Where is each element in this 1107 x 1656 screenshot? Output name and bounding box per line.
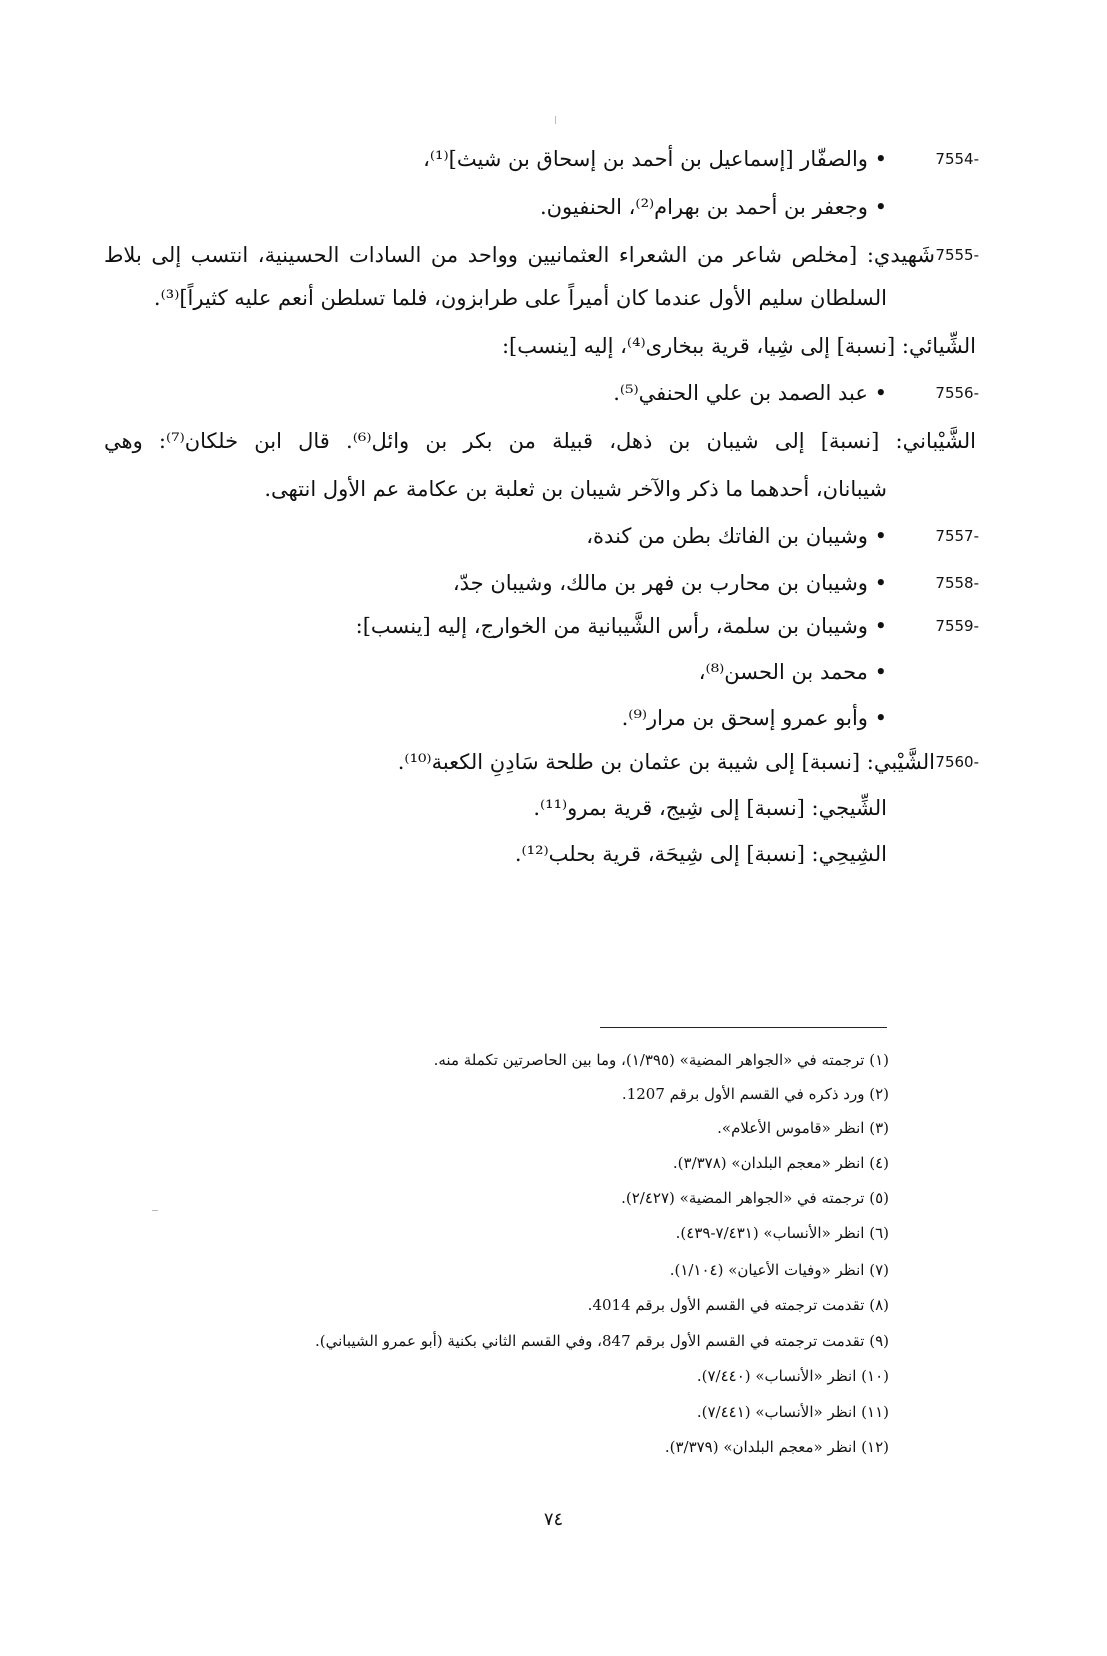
entry-line — [0, 604, 1107, 648]
footnote-separator — [600, 1027, 887, 1028]
entry-line — [0, 276, 1107, 320]
entry-line — [0, 514, 1107, 558]
heading-line — [0, 467, 1107, 511]
heading-line — [0, 786, 1107, 830]
footnote: (٤) انظر «معجم البلدان» (٣/٣٧٨). — [672, 1154, 889, 1172]
entry-line — [0, 233, 1107, 277]
nisba-heading: الشِّيائي: [نسبة] إلى شِيا، قرية ببخارى⁽⁴⁾، إليه [ينسب]: — [501, 334, 976, 358]
entry-text: • وشيبان بن سلمة، رأس الشَّيبانية من الخوارج، إليه [ينسب]: — [355, 614, 887, 638]
page-number: ٧٤ — [543, 1509, 564, 1530]
entry-number: 7559- — [935, 617, 979, 635]
entry-line — [0, 696, 1107, 740]
footnote: (٣) انظر «قاموس الأعلام». — [717, 1119, 889, 1137]
entry-text: شَهيدي: [مخلص شاعر من الشعراء العثمانيين وواحد من السادات الحسينية، انتسب إلى بلاط — [104, 243, 935, 267]
entry-text: • وشيبان بن الفاتك بطن من كندة، — [586, 524, 887, 548]
entry-number: 7554- — [935, 150, 979, 168]
footnote: (٨) تقدمت ترجمته في القسم الأول برقم 4014. — [587, 1296, 889, 1314]
footnote: (٢) ورد ذكره في القسم الأول برقم 1207. — [621, 1085, 889, 1103]
entry-number: 7560- — [935, 753, 979, 771]
nisba-heading: الشَّيْبي: [نسبة] إلى شيبة بن عثمان بن طلحة سَادِنِ الكعبة⁽¹⁰⁾. — [397, 750, 935, 774]
scan-mark — [555, 116, 556, 124]
entry-line — [0, 740, 1107, 784]
entry-text: • والصفّار [إسماعيل بن أحمد بن إسحاق بن شيث]⁽¹⁾، — [423, 147, 887, 171]
entry-text: • وأبو عمرو إسحق بن مرار⁽⁹⁾. — [621, 706, 887, 730]
footnote: (٩) تقدمت ترجمته في القسم الأول برقم 847، وفي القسم الثاني بكنية (أبو عمرو الشيباني). — [314, 1332, 889, 1350]
entry-line — [0, 650, 1107, 694]
entry-line — [0, 561, 1107, 605]
entry-number: 7555- — [935, 246, 979, 264]
entry-text: • عبد الصمد بن علي الحنفي⁽⁵⁾. — [613, 381, 887, 405]
entry-text: • وجعفر بن أحمد بن بهرام⁽²⁾، الحنفيون. — [539, 195, 887, 219]
entry-text: • وشيبان بن محارب بن فهر بن مالك، وشيبان جدّ، — [452, 571, 887, 595]
nisba-heading: الشِيحِي: [نسبة] إلى شِيحَة، قرية بحلب⁽¹²⁾. — [514, 842, 887, 866]
entry-line — [0, 371, 1107, 415]
entry-text: السلطان سليم الأول عندما كان أميراً على طرابزون، فلما تسلطن أنعم عليه كثيراً]⁽³⁾. — [153, 286, 887, 310]
nisba-heading: الشِّيجي: [نسبة] إلى شِيج، قرية بمرو⁽¹¹⁾. — [533, 796, 887, 820]
nisba-text: شيبانان، أحدهما ما ذكر والآخر شيبان بن ثعلبة بن عكامة عم الأول انتهى. — [264, 477, 887, 501]
footnote: (٥) ترجمته في «الجواهر المضية» (٢/٤٢٧). — [621, 1189, 889, 1207]
heading-line — [0, 419, 1107, 463]
footnote: (١١) انظر «الأنساب» (٧/٤٤١). — [696, 1403, 889, 1421]
heading-line — [0, 324, 1107, 368]
footnote: (١٢) انظر «معجم البلدان» (٣/٣٧٩). — [664, 1438, 889, 1456]
footnote: (٦) انظر «الأنساب» (٧/٤٣١-٤٣٩). — [675, 1224, 889, 1242]
entry-line — [0, 185, 1107, 229]
heading-line — [0, 832, 1107, 876]
entry-number: 7556- — [935, 384, 979, 402]
footnote: (١) ترجمته في «الجواهر المضية» (١/٣٩٥)، وما بين الحاصرتين تكملة منه. — [433, 1051, 889, 1069]
entry-text: • محمد بن الحسن⁽⁸⁾، — [698, 660, 887, 684]
scan-mark — [152, 1210, 158, 1211]
nisba-heading: الشَّيْباني: [نسبة] إلى شيبان بن ذهل، قبيلة من بكر بن وائل⁽⁶⁾. قال ابن خلكان⁽⁷⁾: وهي — [104, 429, 976, 453]
entry-number: 7558- — [935, 574, 979, 592]
entry-number: 7557- — [935, 527, 979, 545]
footnote: (٧) انظر «وفيات الأعيان» (١/١٠٤). — [669, 1261, 889, 1279]
entry-line — [0, 137, 1107, 181]
footnote: (١٠) انظر «الأنساب» (٧/٤٤٠). — [696, 1367, 889, 1385]
